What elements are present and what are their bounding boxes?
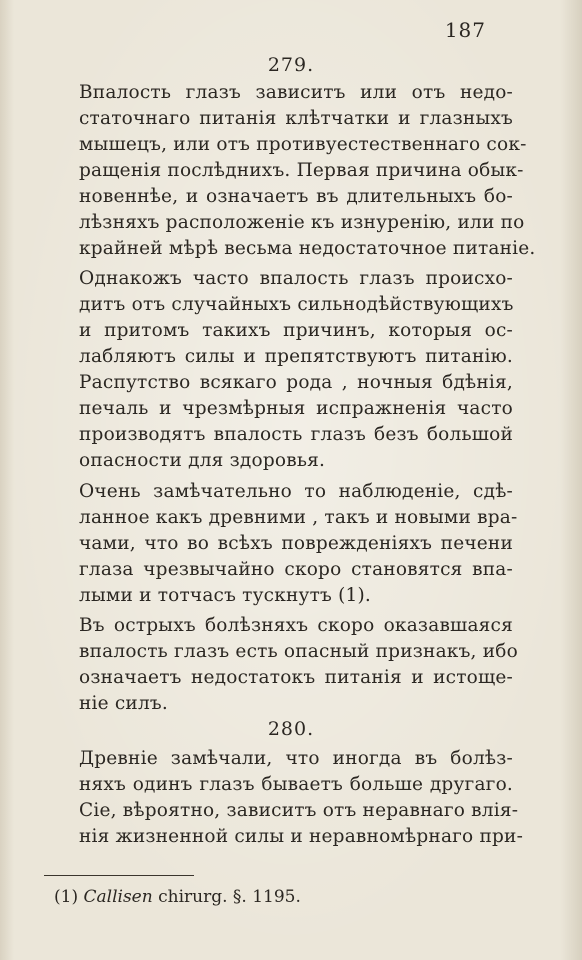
text-line: опасности для здоровья.: [79, 450, 326, 471]
page-number: 187: [444, 18, 486, 42]
text-line: дитъ отъ случайныхъ сильнодѣйствующихъ: [79, 294, 514, 315]
text-line: лыми и тотчасъ тускнутъ (1).: [79, 585, 371, 606]
text-line: лѣзняхъ расположеніе къ изнуренію, или по: [79, 212, 525, 233]
text-line: чами, что во всѣхъ поврежденіяхъ печени: [79, 533, 513, 554]
text-line: статочнаго питанія клѣтчатки и глазныхъ: [79, 108, 513, 129]
footnote: [54, 887, 301, 907]
footnote-divider: [44, 875, 194, 876]
text-line: лабляютъ силы и препятствуютъ питанію.: [79, 346, 513, 367]
text-line: крайней мѣрѣ весьма недостаточное питаніе.: [79, 238, 536, 259]
footnote-author: Callisen: [83, 887, 153, 907]
text-line: няхъ одинъ глазъ бываетъ больше другаго.: [79, 774, 513, 795]
text-line: Однакожъ часто впалость глазъ происхо-: [79, 268, 513, 289]
text-line: производятъ впалость глазъ безъ большой: [79, 424, 513, 445]
text-line: Сіе, вѣроятно, зависитъ отъ неравнаго влія-: [79, 800, 519, 821]
text-line: Древніе замѣчали, что иногда въ болѣз-: [79, 748, 513, 769]
text-line: мышецъ, или отъ противуестественнаго сок-: [79, 134, 527, 155]
text-line: ніе силъ.: [79, 693, 168, 714]
text-line: Впалость глазъ зависитъ или отъ недо-: [79, 82, 513, 103]
text-line: печаль и чрезмѣрныя испражненія часто: [79, 398, 513, 419]
text-line: ращенія послѣднихъ. Первая причина обык-: [79, 160, 524, 181]
text-line: ланное какъ древними , такъ и новыми вра-: [79, 507, 518, 528]
text-line: новеннѣе, и означаетъ въ длительныхъ бо-: [79, 186, 513, 207]
text-line: означаетъ недостатокъ питанія и истоще-: [79, 667, 513, 688]
text-line: впалость глазъ есть опасный признакъ, ибо: [79, 641, 518, 662]
footnote-reference: chirurg. §. 1195.: [158, 887, 301, 907]
text-line: Очень замѣчательно то наблюденіе, сдѣ-: [79, 481, 513, 502]
section-number-279: 279.: [267, 54, 315, 76]
text-line: нія жизненной силы и неравномѣрнаго при-: [79, 826, 524, 847]
text-line: Распутство всякаго рода , ночныя бдѣнія,: [79, 372, 513, 393]
text-line: Въ острыхъ болѣзняхъ скоро оказавшаяся: [79, 615, 513, 636]
footnote-marker: (1): [54, 887, 79, 907]
text-line: глаза чрезвычайно скоро становятся впа-: [79, 559, 513, 580]
section-number-280: 280.: [267, 718, 315, 740]
text-line: и притомъ такихъ причинъ, которыя ос-: [79, 320, 513, 341]
